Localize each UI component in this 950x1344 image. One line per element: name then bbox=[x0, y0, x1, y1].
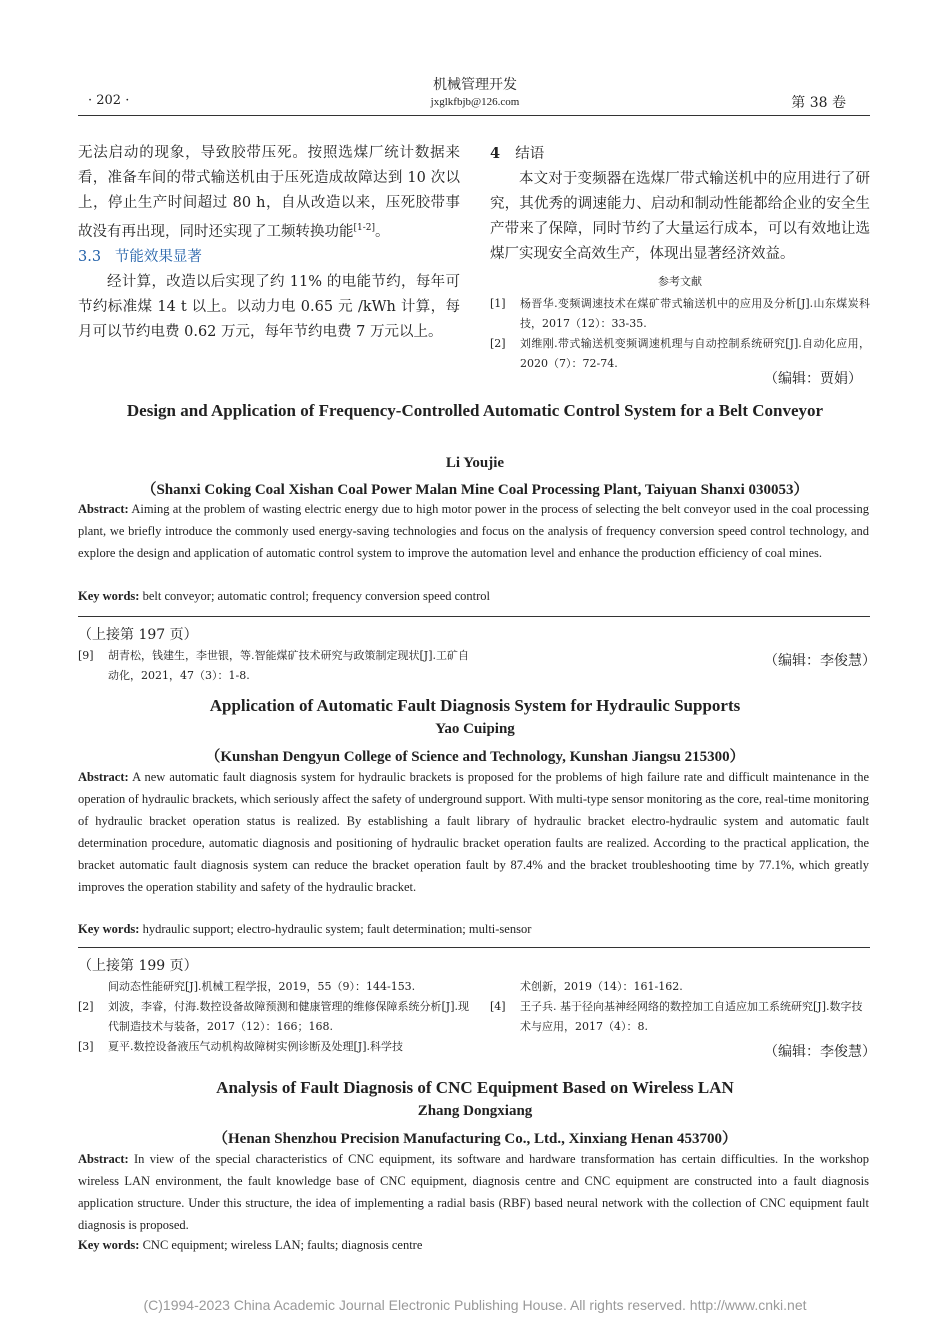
header-rule bbox=[78, 115, 870, 116]
reference-item: 术创新，2019（14）：161-162. bbox=[520, 980, 683, 993]
left-para1: 无法启动的现象，导致胶带压死。按照选煤厂统计数据来看，准备车间的带式输送机由于压死造成故障达到 10 次以上，停止生产时间超过 80 h，自从改造以来，压死胶带事故没有再出现，同时还实现了工频转换功能 bbox=[78, 145, 460, 240]
left-para2: 经计算，改造以后实现了约 11% 的电能节约，每年可节约标准煤 14 t 以上。以动力电 0.65 元 /kWh 计算，每月可以节约电费 0.62 万元，每年节约电费 7 万元以上。 bbox=[78, 273, 460, 340]
section-heading-3-3: 3.3 节能效果显著 bbox=[78, 248, 202, 265]
reference-item: [2] 刘波，李睿，付海.数控设备故障预测和健康管理的维修保障系统分析[J].现代制造技术与装备，2017（12）：166；168. bbox=[78, 1000, 469, 1033]
article3-affiliation: （Henan Shenzhou Precision Manufacturing Co., Ltd., Xinxiang Henan 453700） bbox=[213, 1131, 737, 1147]
article1-title: Design and Application of Frequency-Controlled Automatic Control System for a Belt Conveyor bbox=[126, 401, 824, 420]
article2-abstract: Abstract: A new automatic fault diagnosis system for hydraulic brackets is proposed for the problems of high failure rate and difficult maintenance in the operation of hydraulic brackets, which seriously affect the safety of underground support. With multi-type sensor monitoring as the core, real-time monitoring of hydraulic bracket operation status is realized. By establishing a fault library of hydraulic bracket electro-hydraulic system and automatic fault determination procedure, automatic diagnosis and positioning of hydraulic bracket operation faults are realized. According to the practical application, the bracket automatic fault diagnosis system can reduce the bracket operation fault by 87.4% and the bracket troubleshooting time by 77.1%, which greatly improves the operation stability and safety of the hydraulic bracket. bbox=[78, 770, 870, 894]
conclusion-para: 本文对于变频器在选煤厂带式输送机中的应用进行了研究，其优秀的调速能力、启动和制动性能都给企业的安全生产带来了保障，同时节约了大量运行成本，可以有效地让选煤厂实现安全高效生产，体现出显著经济效益。 bbox=[490, 171, 870, 262]
editor-note: （编辑：李俊慧） bbox=[764, 1044, 876, 1060]
article2-keywords: Key words: hydraulic support; electro-hydraulic system; fault determination; multi-sensor bbox=[78, 922, 532, 936]
continued-refs-right bbox=[490, 977, 870, 1037]
reference-item: [4] 王子兵. 基于径向基神经网络的数控加工自适应加工系统研究[J].数字技术与应用，2017（4）：8. bbox=[490, 1000, 863, 1033]
journal-title: 机械管理开发 bbox=[433, 77, 517, 93]
copyright-footer: (C)1994-2023 China Academic Journal Electronic Publishing House. All rights reserved. http://www.cnki.net bbox=[143, 1297, 807, 1313]
article3-keywords: Key words: CNC equipment; wireless LAN; faults; diagnosis centre bbox=[78, 1238, 423, 1252]
reference-item: [2] 刘维刚.带式输送机变频调速机理与自动控制系统研究[J].自动化应用，2020（7）：72-74. bbox=[490, 337, 870, 370]
reference-item: [9] 胡青松，钱建生，李世银，等.智能煤矿技术研究与政策制定现状[J].工矿自动化，2021，47（3）：1-8. bbox=[78, 649, 469, 682]
reference-item: [1] 杨晋华.变频调速技术在煤矿带式输送机中的应用及分析[J].山东煤炭科技，2017（12）：33-35. bbox=[490, 297, 870, 330]
continued-label: （上接第 197 页） bbox=[78, 627, 198, 643]
article3-author: Zhang Dongxiang bbox=[417, 1103, 533, 1119]
references-heading: 参考文献 bbox=[658, 275, 702, 288]
article1-affiliation: （Shanxi Coking Coal Xishan Coal Power Malan Mine Coal Processing Plant, Taiyuan Shanxi 030053） bbox=[141, 482, 809, 498]
divider bbox=[78, 616, 870, 617]
divider bbox=[78, 947, 870, 948]
section-heading-4: 4 结语 bbox=[490, 145, 545, 162]
continued-label: （上接第 199 页） bbox=[78, 958, 198, 974]
article2-affiliation: （Kunshan Dengyun College of Science and Technology, Kunshan Jiangsu 215300） bbox=[205, 749, 745, 765]
article3-title: Analysis of Fault Diagnosis of CNC Equipment Based on Wireless LAN bbox=[216, 1078, 734, 1097]
punct: 。 bbox=[375, 223, 390, 240]
page-number: · 202 · bbox=[88, 93, 130, 108]
reference-item: [3] 夏平.数控设备液压气动机构故障树实例诊断及处理[J].科学技 bbox=[78, 1040, 403, 1053]
right-column bbox=[490, 141, 870, 374]
journal-email: jxglkfbjb@126.com bbox=[430, 96, 520, 108]
editor-note: （编辑：贾娟） bbox=[764, 371, 862, 387]
article2-title: Application of Automatic Fault Diagnosis System for Hydraulic Supports bbox=[209, 696, 741, 715]
article1-keywords: Key words: belt conveyor; automatic control; frequency conversion speed control bbox=[78, 589, 491, 603]
left-column bbox=[78, 141, 460, 345]
continued-refs-left bbox=[78, 977, 474, 1057]
article2-author: Yao Cuiping bbox=[435, 721, 515, 737]
article1-abstract: Abstract: Aiming at the problem of wasting electric energy due to high motor power in the process of selecting the belt conveyor used in the coal processing plant, we briefly introduce the commonly used energy-saving technologies and focus on the analysis of frequency conversion speed control technology, and explore the design and application of automatic control system to improve the automation level and enhance the production efficiency of coal mines. bbox=[78, 502, 870, 560]
volume-label: 第 38 卷 bbox=[791, 95, 846, 111]
editor-note: （编辑：李俊慧） bbox=[764, 653, 876, 669]
article3-abstract: Abstract: In view of the special characteristics of CNC equipment, its software and hardware transformation has certain difficulties. In the workshop wireless LAN environment, the fault knowledge base of CNC equipment, diagnosis centre and CNC equipment are constructed into a fault diagnosis application structure. Under this structure, the idea of implementing a radial basis (RBF) based neural network with the collection of CNC equipment fault diagnosis is proposed. bbox=[78, 1152, 870, 1232]
citation: [1-2] bbox=[353, 223, 376, 233]
reference-item: 间动态性能研究[J].机械工程学报，2019，55（9）：144-153. bbox=[108, 980, 416, 993]
article1-author: Li Youjie bbox=[445, 455, 505, 471]
